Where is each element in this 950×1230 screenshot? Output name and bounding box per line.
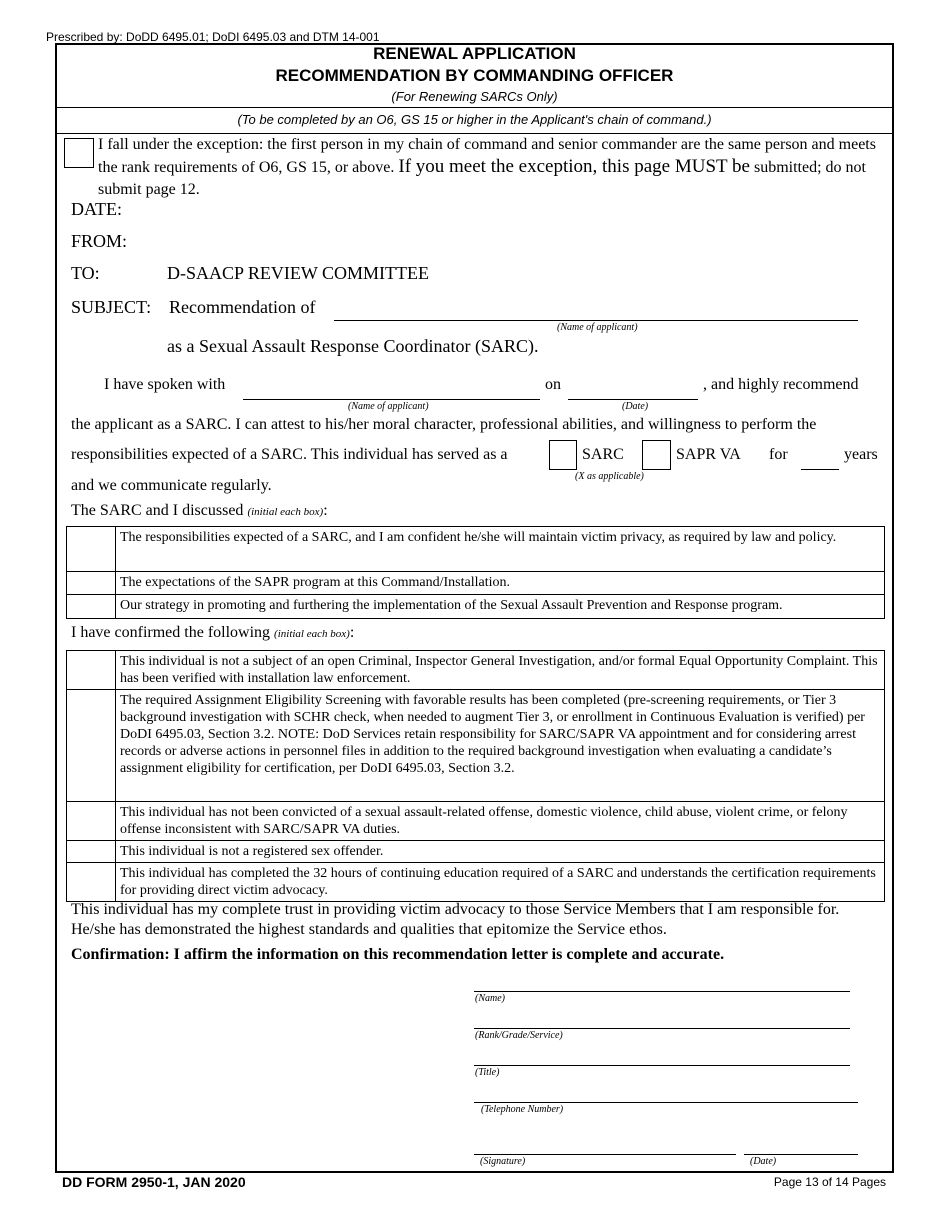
spoken-date-field[interactable] [568,399,698,400]
exception-text-b: If you meet the exception, this page MUST be [398,156,750,177]
years-field[interactable] [801,469,839,470]
confirmed-heading-note: (initial each box) [274,628,350,640]
initial-box[interactable] [67,690,116,802]
initial-box[interactable] [67,863,116,902]
sarc-option-label: SARC [582,446,624,463]
subject-text: Recommendation of [169,297,316,317]
exception-text [98,134,888,201]
confirmation-statement: Confirmation: I affirm the information on this recommendation letter is complete and accurate. [71,946,725,963]
confirmed-item-4: This individual is not a registered sex offender. [116,841,885,863]
discussed-item-2: The expectations of the SAPR program at this Command/Installation. [116,572,885,595]
to-label: TO: [71,263,100,283]
initial-box[interactable] [67,841,116,863]
page-number: Page 13 of 14 Pages [773,1175,886,1189]
telephone-field[interactable] [474,1102,858,1103]
initial-box[interactable] [67,572,116,595]
discussed-item-3: Our strategy in promoting and furthering the implementation of the Sexual Assault Prevention and Response program. [116,595,885,619]
spoken-name-caption: (Name of applicant) [348,401,429,412]
exception-checkbox[interactable] [64,138,94,168]
date-label: DATE: [71,199,122,219]
signature-date-field[interactable] [744,1154,858,1155]
spoken-with-text: I have spoken with [104,376,226,393]
on-text: on [545,376,561,393]
form-subtitle: (For Renewing SARCs Only) [391,89,558,104]
subject-applicant-name-field[interactable] [334,320,858,321]
confirmed-item-1: This individual is not a subject of an open Criminal, Inspector General Investigation, and/or formal Equal Opportunity Complaint. This has been verified with installation law enforcement. [116,651,885,690]
table-row [67,841,885,863]
rank-field[interactable] [474,1028,850,1029]
rank-caption: (Rank/Grade/Service) [475,1030,563,1041]
from-label: FROM: [71,231,128,251]
table-row [67,527,885,572]
confirmed-table [66,650,885,902]
table-row [67,802,885,841]
initial-box[interactable] [67,651,116,690]
signature-date-caption: (Date) [750,1156,777,1167]
served-line: responsibilities expected of a SARC. This individual has served as a [71,446,508,463]
discussed-heading-note: (initial each box) [247,506,324,518]
discussed-item-1: The responsibilities expected of a SARC, and I am confident he/she will maintain victim privacy, as required by law and policy. [116,527,885,572]
attest-line: the applicant as a SARC. I can attest to his/her moral character, professional abilities, and willingness to perform the [71,416,817,433]
trust-paragraph: This individual has my complete trust in providing victim advocacy to those Service Members that I am responsible for. He/she has demonstrated the highest standards and qualities that epitomize the Service ethos. [71,901,840,938]
subject-name-caption: (Name of applicant) [557,322,638,333]
form-title-2: RECOMMENDATION BY COMMANDING OFFICER [275,66,674,85]
highly-recommend-text: , and highly recommend [703,376,859,393]
signature-field[interactable] [474,1154,736,1155]
exception-text-a: I fall under the exception: the first person in my chain of command and senior commander are the same person and meets the rank requirements of O6, GS 15, or above. [98,136,876,176]
name-caption: (Name) [475,993,505,1004]
confirmed-item-2: The required Assignment Eligibility Screening with favorable results has been completed (pre-screening requirements, or Tier 3 background investigation with SCHR check, when needed to augment Tier 3, or enrollment in Continuous Evaluation is verified) per DoDI 6495.03, Section 3.2. NOTE: DoD Services retain responsibility for SARC/SAPR VA appointment and for considering arrest records or adverse actions in personnel files in addition to the required background investigation when evaluating a candidate’s assignment eligibility for certification, per DoDI 6495.03, Section 3.2. [116,690,885,802]
spoken-date-caption: (Date) [622,401,649,412]
discussed-heading: The SARC and I discussed (initial each box): [71,502,328,519]
communicate-line: and we communicate regularly. [71,477,272,494]
exception-text-c: submitted; do not submit page 12. [98,159,866,198]
subject-label: SUBJECT: [71,297,152,317]
header-divider-1 [55,107,894,108]
sapr-va-checkbox[interactable] [642,440,671,470]
years-text: years [844,446,878,463]
name-field[interactable] [474,991,850,992]
form-title-1: RENEWAL APPLICATION [373,44,576,63]
x-applicable-caption: (X as applicable) [575,471,644,482]
title-caption: (Title) [475,1067,500,1078]
table-row [67,595,885,619]
form-number: DD FORM 2950-1, JAN 2020 [62,1174,246,1190]
confirmed-item-3: This individual has not been convicted of a sexual assault-related offense, domestic violence, child abuse, violent crime, or felony offense inconsistent with SARC/SAPR VA duties. [116,802,885,841]
for-text: for [769,446,788,463]
spoken-applicant-name-field[interactable] [243,399,540,400]
subject-line-2: as a Sexual Assault Response Coordinator (SARC). [167,336,539,356]
prescribed-by: Prescribed by: DoDD 6495.01; DoDI 6495.03 and DTM 14-001 [46,30,380,44]
to-value: D-SAACP REVIEW COMMITTEE [167,263,429,283]
title-field[interactable] [474,1065,850,1066]
telephone-caption: (Telephone Number) [481,1104,564,1115]
initial-box[interactable] [67,595,116,619]
table-row [67,651,885,690]
confirmed-heading-text: I have confirmed the following [71,624,271,641]
sapr-va-option-label: SAPR VA [676,446,741,463]
discussed-table [66,526,885,619]
discussed-heading-text: The SARC and I discussed [71,502,244,519]
initial-box[interactable] [67,802,116,841]
table-row [67,863,885,902]
sarc-checkbox[interactable] [549,440,577,470]
initial-box[interactable] [67,527,116,572]
confirmed-heading: I have confirmed the following (initial each box): [71,624,355,641]
table-row [67,572,885,595]
confirmed-item-5: This individual has completed the 32 hours of continuing education required of a SARC and understands the certification requirements for providing direct victim advocacy. [116,863,885,902]
form-instruction: (To be completed by an O6, GS 15 or higher in the Applicant's chain of command.) [237,112,712,127]
table-row [67,690,885,802]
signature-caption: (Signature) [480,1156,526,1167]
